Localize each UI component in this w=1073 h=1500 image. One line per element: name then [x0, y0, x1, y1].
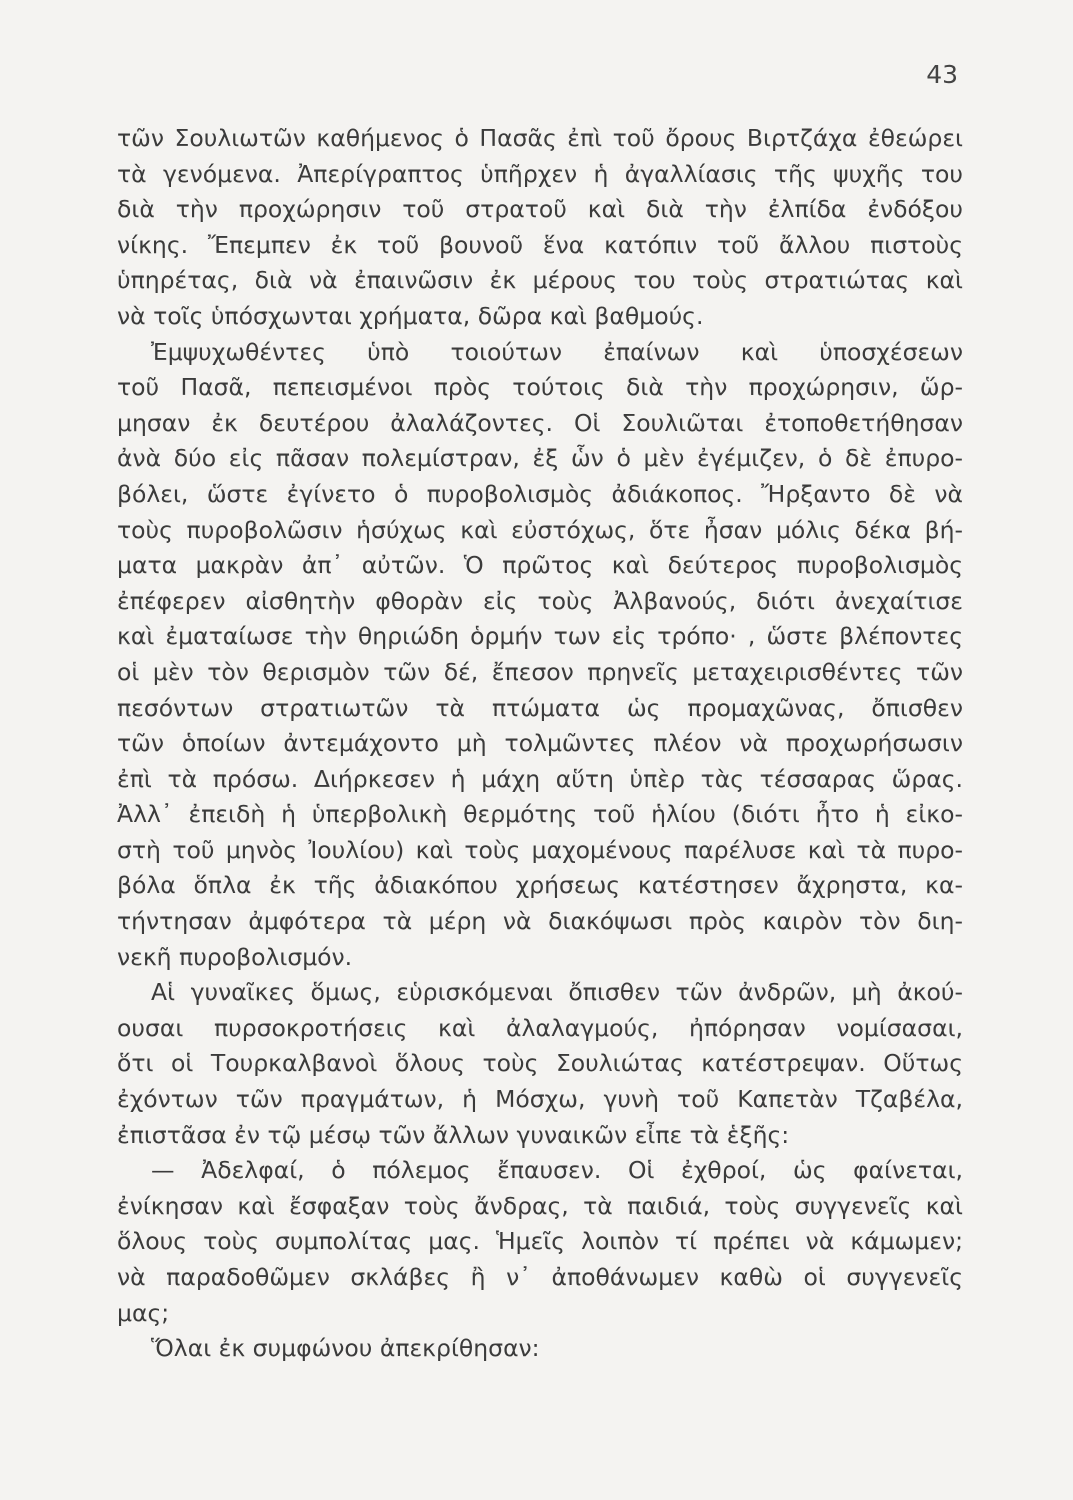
text-line: νὰ τοῖς ὑπόσχωνται χρήματα, δῶρα καὶ βαθμούς.	[117, 301, 704, 330]
text-line: ἐπέφερεν αἰσθητὴν φθορὰν εἰς τοὺς Ἀλβανούς, διότι ἀνεχαίτισε	[117, 586, 963, 615]
text-line: μησαν ἐκ δευτέρου ἀλαλάζοντες. Οἱ Σουλιῶται ἐτοποθετήθησαν	[117, 408, 963, 437]
text-line: τῶν ὁποίων ἀντεμάχοντο μὴ τολμῶντες πλέον νὰ προχωρήσωσιν	[117, 729, 963, 758]
body-text	[117, 121, 963, 1367]
text-line: τήντησαν ἀμφότερα τὰ μέρη νὰ διακόψωσι πρὸς καιρὸν τὸν διη-	[117, 907, 963, 936]
text-line: ὅτι οἱ Τουρκαλβανοὶ ὅλους τοὺς Σουλιώτας κατέστρεψαν. Οὕτως	[117, 1049, 963, 1078]
paragraph-start-line: Ἐμψυχωθέντες ὑπὸ τοιούτων ἐπαίνων καὶ ὑποσχέσεων	[151, 337, 963, 366]
text-line: ἀνὰ δύο εἰς πᾶσαν πολεμίστραν, ἐξ ὧν ὁ μὲν ἐγέμιζεν, ὁ δὲ ἐπυρο-	[117, 444, 963, 473]
text-line: τὰ γενόμενα. Ἀπερίγραπτος ὑπῆρχεν ἡ ἀγαλλίασις τῆς ψυχῆς του	[117, 159, 963, 188]
text-line: οἱ μὲν τὸν θερισμὸν τῶν δέ, ἔπεσον πρηνεῖς μεταχειρισθέντες τῶν	[117, 657, 963, 686]
paragraph-start-line: Αἱ γυναῖκες ὅμως, εὑρισκόμεναι ὄπισθεν τῶν ἀνδρῶν, μὴ ἀκού-	[151, 978, 963, 1007]
text-line: ἐπὶ τὰ πρόσω. Διήρκεσεν ἡ μάχη αὕτη ὑπὲρ τὰς τέσσαρας ὥρας.	[117, 764, 963, 793]
page-number: 43	[926, 60, 958, 89]
text-line: ἐνίκησαν καὶ ἔσφαξαν τοὺς ἄνδρας, τὰ παιδιά, τοὺς συγγενεῖς καὶ	[117, 1191, 963, 1220]
paragraph-start-line: Ὅλαι ἐκ συμφώνου ἀπεκρίθησαν:	[151, 1334, 540, 1363]
text-line: τοῦ Πασᾶ, πεπεισμένοι πρὸς τούτοις διὰ τὴν προχώρησιν, ὥρ-	[117, 373, 963, 402]
text-line: μας;	[117, 1298, 170, 1327]
text-line: πεσόντων στρατιωτῶν τὰ πτώματα ὡς προμαχῶνας, ὄπισθεν	[117, 693, 963, 722]
text-line: βόλα ὅπλα ἐκ τῆς ἀδιακόπου χρήσεως κατέστησεν ἄχρηστα, κα-	[117, 871, 963, 900]
text-line: νεκῆ πυροβολισμόν.	[117, 942, 353, 971]
text-line: βόλει, ὥστε ἐγίνετο ὁ πυροβολισμὸς ἀδιάκοπος. Ἤρξαντο δὲ νὰ	[117, 479, 963, 508]
text-line: ἐχόντων τῶν πραγμάτων, ἡ Μόσχω, γυνὴ τοῦ Καπετὰν Τζαβέλα,	[117, 1085, 963, 1114]
text-line: στὴ τοῦ μηνὸς Ἰουλίου) καὶ τοὺς μαχομένους παρέλυσε καὶ τὰ πυρο-	[117, 835, 963, 864]
text-line: ουσαι πυρσοκροτήσεις καὶ ἀλαλαγμούς, ἠπόρησαν νομίσασαι,	[117, 1013, 963, 1042]
text-line: ὅλους τοὺς συμπολίτας μας. Ἡμεῖς λοιπὸν τί πρέπει νὰ κάμωμεν;	[117, 1227, 963, 1256]
text-line: ὑπηρέτας, διὰ νὰ ἐπαινῶσιν ἐκ μέρους του τοὺς στρατιώτας καὶ	[117, 266, 963, 295]
text-line: ματα μακρὰν ἀπ᾽ αὐτῶν. Ὁ πρῶτος καὶ δεύτερος πυροβολισμὸς	[117, 551, 963, 580]
text-line: διὰ τὴν προχώρησιν τοῦ στρατοῦ καὶ διὰ τὴν ἐλπίδα ἐνδόξου	[117, 195, 963, 224]
text-line: ἐπιστᾶσα ἐν τῷ μέσῳ τῶν ἄλλων γυναικῶν εἶπε τὰ ἑξῆς:	[117, 1120, 790, 1149]
text-line: νίκης. Ἔπεμπεν ἐκ τοῦ βουνοῦ ἕνα κατόπιν τοῦ ἄλλου πιστοὺς	[117, 230, 963, 259]
text-line: Ἀλλ᾽ ἐπειδὴ ἡ ὑπερβολικὴ θερμότης τοῦ ἡλίου (διότι ἦτο ἡ εἰκο-	[117, 800, 963, 829]
text-line: καὶ ἐματαίωσε τὴν θηριώδη ὁρμήν των εἰς τρόπο· , ὥστε βλέποντες	[117, 622, 963, 651]
text-line: νὰ παραδοθῶμεν σκλάβες ἢ ν᾽ ἀποθάνωμεν καθὼ οἱ συγγενεῖς	[117, 1263, 963, 1291]
paragraph-start-line: — Ἀδελφαί, ὁ πόλεμος ἔπαυσεν. Οἱ ἐχθροί, ὡς φαίνεται,	[151, 1156, 963, 1185]
text-line: τοὺς πυροβολῶσιν ἡσύχως καὶ εὐστόχως, ὅτε ἦσαν μόλις δέκα βή-	[117, 515, 963, 544]
text-line: τῶν Σουλιωτῶν καθήμενος ὁ Πασᾶς ἐπὶ τοῦ ὄρους Βιρτζάχα ἐθεώρει	[117, 124, 963, 152]
